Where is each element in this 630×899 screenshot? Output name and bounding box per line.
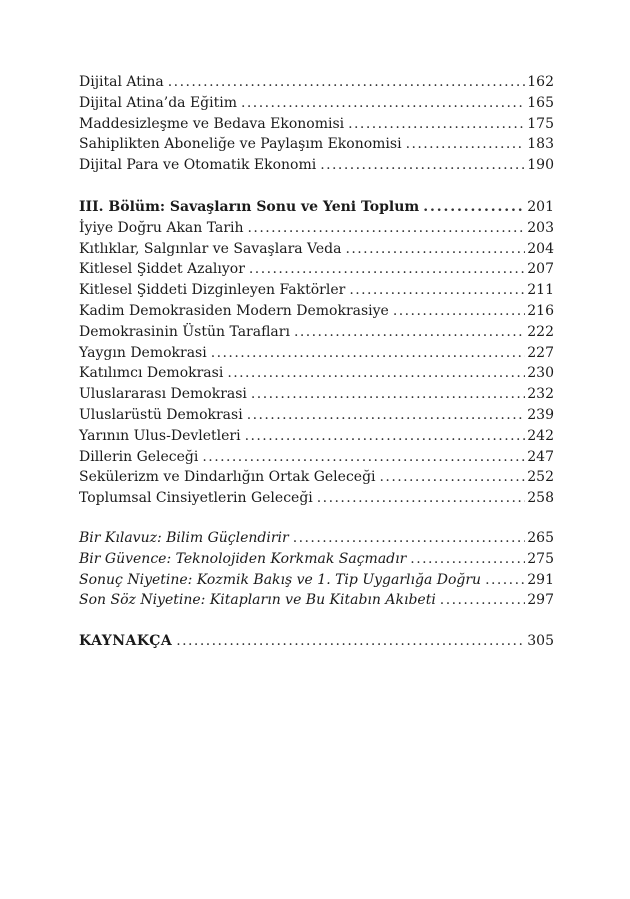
toc-entry-title: Sekülerizm ve Dindarlığın Ortak Geleceği xyxy=(79,469,376,486)
toc-bibliography-entry xyxy=(79,631,554,652)
toc-entry-title: III. Bölüm: Savaşların Sonu ve Yeni Toplum xyxy=(79,198,420,215)
dot-leader xyxy=(349,280,525,301)
dot-leader xyxy=(245,426,526,447)
toc-entry-page: 222 xyxy=(527,323,554,340)
toc-entry-page: 247 xyxy=(527,448,554,465)
toc-entry xyxy=(79,570,554,591)
toc-entry-page: 265 xyxy=(527,529,554,546)
dot-leader xyxy=(227,363,525,384)
dot-leader xyxy=(320,155,525,176)
toc-entry xyxy=(79,155,554,176)
toc-entry-title: Demokrasinin Üstün Tarafları xyxy=(79,323,290,340)
dot-leader xyxy=(440,590,525,611)
toc-entry-page: 175 xyxy=(527,115,554,132)
toc-entry-page: 165 xyxy=(527,94,554,111)
toc-entry xyxy=(79,426,554,447)
toc-entry-page: 275 xyxy=(527,550,554,567)
toc-group-appendices xyxy=(79,528,554,611)
toc-entry xyxy=(79,218,554,239)
toc-entry-page: 211 xyxy=(527,282,554,299)
dot-leader xyxy=(485,570,525,591)
toc-entry xyxy=(79,114,554,135)
section-spacer xyxy=(79,611,554,631)
toc-entry-page: 207 xyxy=(527,261,554,278)
toc-entry xyxy=(79,301,554,322)
toc-entry xyxy=(79,447,554,468)
toc-entry xyxy=(79,549,554,570)
toc-entry-title: Katılımcı Demokrasi xyxy=(79,365,224,382)
toc-entry-page: 183 xyxy=(527,136,554,153)
dot-leader xyxy=(293,528,526,549)
toc-group-digital xyxy=(79,72,554,176)
toc-entry xyxy=(79,322,554,343)
toc-entry-page: 204 xyxy=(527,240,554,257)
dot-leader xyxy=(176,631,525,652)
dot-leader xyxy=(249,259,525,280)
toc-group-bibliography xyxy=(79,631,554,652)
toc-entry-page: 258 xyxy=(527,490,554,507)
toc-entry xyxy=(79,239,554,260)
toc-entry-title: İyiye Doğru Akan Tarih xyxy=(79,219,244,236)
toc-entry-page: 242 xyxy=(527,427,554,444)
toc-entry xyxy=(79,343,554,364)
dot-leader xyxy=(406,134,526,155)
toc-entry xyxy=(79,280,554,301)
dot-leader xyxy=(248,218,526,239)
toc-entry-title: Yaygın Demokrasi xyxy=(79,344,207,361)
toc-entry-title: Maddesizleşme ve Bedava Ekonomisi xyxy=(79,115,345,132)
dot-leader xyxy=(380,467,526,488)
toc-entry-page: 230 xyxy=(527,365,554,382)
dot-leader xyxy=(423,197,525,218)
toc-entry-title: KAYNAKÇA xyxy=(79,633,173,650)
toc-entry-title: Kıtlıklar, Salgınlar ve Savaşlara Veda xyxy=(79,240,342,257)
dot-leader xyxy=(317,488,526,509)
toc-entry xyxy=(79,488,554,509)
toc-entry-page: 232 xyxy=(527,386,554,403)
toc-entry-title: Bir Güvence: Teknolojiden Korkmak Saçmadır xyxy=(79,550,407,567)
dot-leader xyxy=(251,384,525,405)
toc-entry-page: 227 xyxy=(527,344,554,361)
toc-entry-page: 216 xyxy=(527,302,554,319)
dot-leader xyxy=(168,72,526,93)
toc-entry-title: Kadim Demokrasiden Modern Demokrasiye xyxy=(79,302,389,319)
dot-leader xyxy=(348,114,525,135)
toc-entry-title: Kitlesel Şiddeti Dizginleyen Faktörler xyxy=(79,282,346,299)
toc-entry-page: 291 xyxy=(527,571,554,588)
toc-entry-title: Sonuç Niyetine: Kozmik Bakış ve 1. Tip Uygarlığa Doğru xyxy=(79,571,482,588)
toc-entry xyxy=(79,134,554,155)
toc-entry-title: Uluslararası Demokrasi xyxy=(79,386,247,403)
toc-entry-title: Dillerin Geleceği xyxy=(79,448,199,465)
toc-entry xyxy=(79,405,554,426)
toc-entry-title: Dijital Atina xyxy=(79,74,164,90)
section-spacer xyxy=(79,509,554,528)
toc-entry-page: 239 xyxy=(527,406,554,423)
section-spacer xyxy=(79,176,554,197)
toc-entry-title: Bir Kılavuz: Bilim Güçlendirir xyxy=(79,529,289,546)
dot-leader xyxy=(410,549,525,570)
dot-leader xyxy=(294,322,525,343)
dot-leader xyxy=(345,239,525,260)
toc-entry xyxy=(79,384,554,405)
toc-entry-page: 297 xyxy=(527,592,554,609)
toc-entry-title: Toplumsal Cinsiyetlerin Geleceği xyxy=(79,490,313,507)
toc-entry xyxy=(79,72,554,93)
toc-chapter-heading xyxy=(79,197,554,218)
toc-entry xyxy=(79,467,554,488)
toc-entry-title: Dijital Atina’da Eğitim xyxy=(79,94,237,111)
table-of-contents xyxy=(79,72,554,652)
toc-entry-page: 201 xyxy=(527,198,554,215)
toc-entry-title: Uluslarüstü Demokrasi xyxy=(79,406,243,423)
toc-entry xyxy=(79,363,554,384)
dot-leader xyxy=(202,447,525,468)
toc-entry xyxy=(79,528,554,549)
toc-entry-page: 162 xyxy=(527,74,554,90)
toc-entry-title: Son Söz Niyetine: Kitapların ve Bu Kitabın Akıbeti xyxy=(79,592,436,609)
toc-entry-title: Sahiplikten Aboneliğe ve Paylaşım Ekonomisi xyxy=(79,136,402,153)
dot-leader xyxy=(211,343,526,364)
dot-leader xyxy=(247,405,526,426)
dot-leader xyxy=(393,301,525,322)
toc-entry-page: 252 xyxy=(527,469,554,486)
toc-entry xyxy=(79,590,554,611)
toc-entry-page: 190 xyxy=(527,157,554,174)
toc-entry-page: 305 xyxy=(527,633,554,650)
toc-entry xyxy=(79,259,554,280)
toc-entry-title: Yarının Ulus-Devletleri xyxy=(79,427,241,444)
toc-group-chapter-3 xyxy=(79,197,554,509)
toc-entry-title: Dijital Para ve Otomatik Ekonomi xyxy=(79,157,317,174)
dot-leader xyxy=(241,93,525,114)
toc-entry xyxy=(79,93,554,114)
toc-entry-page: 203 xyxy=(527,219,554,236)
toc-entry-title: Kitlesel Şiddet Azalıyor xyxy=(79,261,245,278)
